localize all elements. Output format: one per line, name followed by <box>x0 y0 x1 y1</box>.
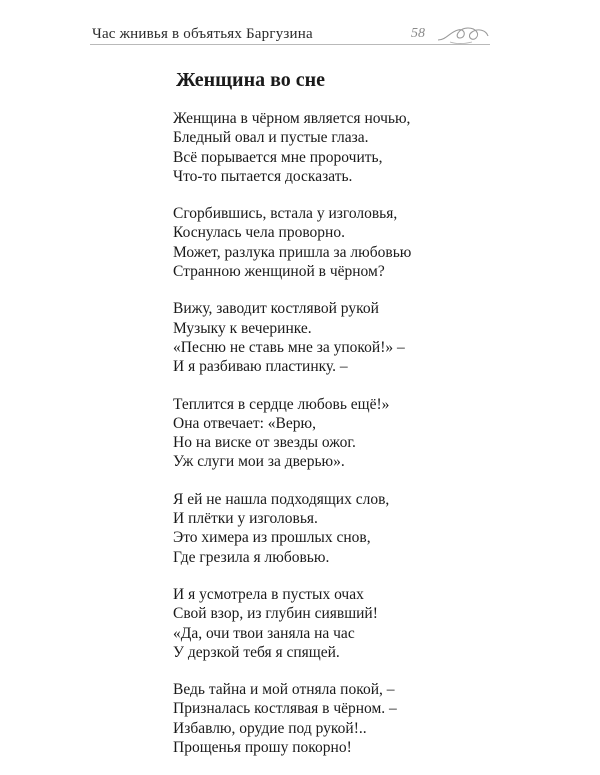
poem-stanza <box>173 109 411 186</box>
poem-body <box>173 109 411 775</box>
poem-line: Где грезила я любовью. <box>173 548 330 566</box>
poem-stanza <box>173 680 411 757</box>
poem-line: И я разбиваю пластинку. – <box>173 358 348 376</box>
poem-line: Странною женщиной в чёрном? <box>173 263 385 281</box>
poem-line: Сгорбившись, встала у изголовья, <box>173 205 398 223</box>
poem-line: Музыку к вечеринке. <box>173 319 312 337</box>
poem-line: Ведь тайна и мой отняла покой, – <box>173 681 395 699</box>
poem-line: Свой взор, из глубин сиявший! <box>173 605 378 623</box>
poem-line: Коснулась чела проворно. <box>173 224 345 242</box>
poem-stanza <box>173 299 411 376</box>
poem-line: Что-то пытается досказать. <box>173 167 353 185</box>
poem-line: Вижу, заводит костлявой рукой <box>173 300 379 318</box>
poem-stanza <box>173 585 411 662</box>
poem-line: Прощенья прошу покорно! <box>173 739 352 757</box>
poem-line: Теплится в сердце любовь ещё!» <box>173 395 390 413</box>
poem-line: Всё порывается мне пророчить, <box>173 148 383 166</box>
poem-line: Это химера из прошлых снов, <box>173 529 371 547</box>
header-rule <box>90 44 490 45</box>
poem-line: «Песню не ставь мне за упокой!» – <box>173 338 405 356</box>
poem-line: У дерзкой тебя я спящей. <box>173 643 340 661</box>
poem-line: Я ей не нашла подходящих слов, <box>173 490 390 508</box>
poem-line: Призналась костлявая в чёрном. – <box>173 700 397 718</box>
poem-line: Но на виске от звезды ожог. <box>173 434 356 452</box>
page-number: 58 <box>411 26 425 41</box>
poem-line: И плётки у изголовья. <box>173 510 318 528</box>
poem-line: Может, разлука пришла за любовью <box>173 243 412 261</box>
running-head: Час жнивья в объятьях Баргузина <box>92 26 313 42</box>
poem-title: Женщина во сне <box>176 69 326 91</box>
poem-stanza <box>173 395 411 472</box>
poem-line: Она отвечает: «Верю, <box>173 414 316 432</box>
poem-line: «Да, очи твои заняла на час <box>173 624 355 642</box>
poem-line: Женщина в чёрном является ночью, <box>173 110 411 127</box>
flourish-ornament-icon <box>436 22 490 46</box>
poem-line: Бледный овал и пустые глаза. <box>173 129 369 147</box>
poem-line: Уж слуги мои за дверью». <box>173 453 345 471</box>
poem-stanza <box>173 490 411 567</box>
poem-line: Избавлю, орудие под рукой!.. <box>173 719 367 737</box>
poem-stanza <box>173 204 411 281</box>
poem-line: И я усмотрела в пустых очах <box>173 585 364 603</box>
